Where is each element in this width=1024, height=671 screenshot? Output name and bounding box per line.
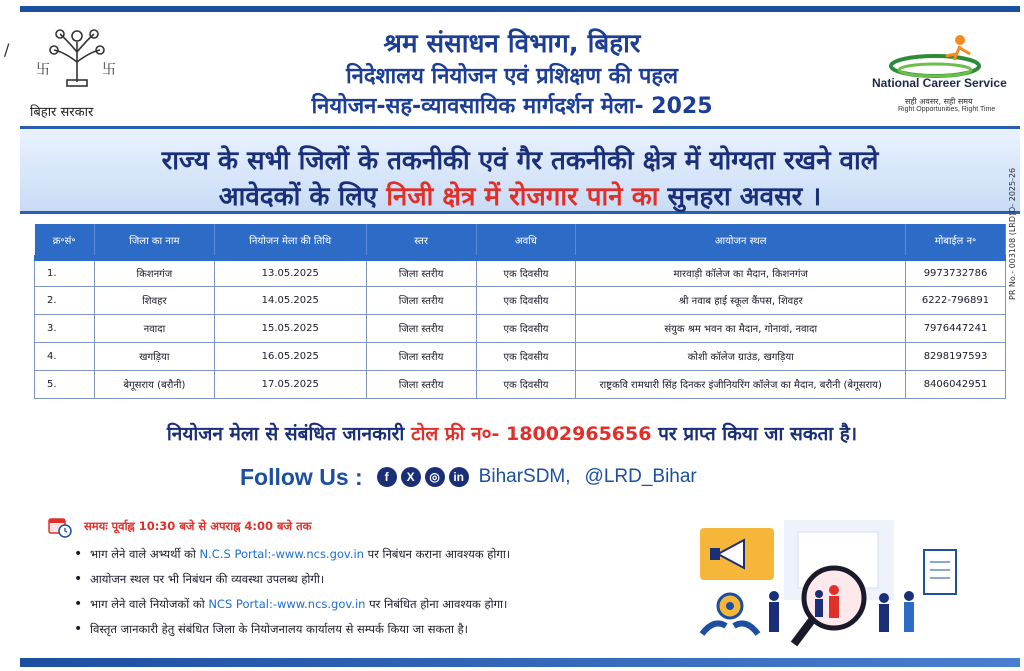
instagram-icon[interactable]: ◎ [425,467,445,487]
cell-venue: कोशी कॉलेज ग्राउंड, खगड़िया [576,342,906,370]
cell-duration: एक दिवसीय [476,314,576,342]
cell-mobile: 6222-796891 [906,286,1006,314]
cell-venue: मारवाड़ी कॉलेज का मैदान, किशनगंज [576,258,906,286]
instructions-list [72,544,692,644]
tollfree-end: पर प्राप्त किया जा सकता है। [658,423,858,445]
col-header-district: जिला का नाम [94,224,214,258]
recruitment-illustration [694,510,964,656]
follow-us-row [240,462,697,492]
event-title: नियोजन-सह-व्यावसायिक मार्गदर्शन मेला- 2025 [311,94,713,119]
cell-mobile: 9973732786 [906,258,1006,286]
top-border [20,6,1020,12]
ncs-name: National Career Service [872,76,1007,90]
bullet-text-end: पर निबंधित होना आवश्यक होगा। [369,597,508,611]
x-icon[interactable]: X [401,467,421,487]
calendar-clock-icon [48,516,72,538]
pr-number: PR No.- 003108 (LRD)D- 2025-26 [1008,167,1017,300]
banner-highlight: निजी क्षेत्र में रोजगार पाने का [386,182,659,212]
tollfree-number: टोल फ्री न०- 18002965656 [410,423,652,445]
cell-sn: 4. [35,342,95,370]
cell-date: 14.05.2025 [214,286,366,314]
bottom-border [20,658,1020,667]
cell-level: जिला स्तरीय [366,370,476,398]
job-fair-schedule-table [34,224,1006,399]
linkedin-icon[interactable]: in [449,467,469,487]
table-row [35,314,1006,342]
banner-line2-start: आवेदकों के लिए [218,182,378,212]
tollfree-start: नियोजन मेला से संबंधित जानकारी [166,423,405,445]
bullet-text: भाग लेने वाले अभ्यर्थी को [90,547,196,561]
svg-text:卐: 卐 [102,62,116,78]
cell-duration: एक दिवसीय [476,258,576,286]
cell-level: जिला स्तरीय [366,258,476,286]
ncs-logo-icon [880,30,1010,82]
social-handle-biharsdm[interactable]: BiharSDM, [478,466,571,487]
directorate-subtitle: निदेशालय नियोजन एवं प्रशिक्षण की पहल [345,64,679,89]
bullet-text: आयोजन स्थल पर भी निबंधन की व्यवस्था उपलब्ध होगी। [90,572,325,586]
cell-level: जिला स्तरीय [366,286,476,314]
col-header-venue: आयोजन स्थल [576,224,906,258]
cell-duration: एक दिवसीय [476,342,576,370]
govt-caption: बिहार सरकार [30,105,94,120]
cell-sn: 3. [35,314,95,342]
bullet-text: विस्तृत जानकारी हेतु संबंधित जिला के नियोजनालय कार्यालय से सम्पर्क किया जा सकता है। [90,622,469,636]
cell-mobile: 8406042951 [906,370,1006,398]
cell-venue: श्री नवाब हाई स्कूल कैंपस, शिवहर [576,286,906,314]
cell-venue: राष्ट्रकवि रामधारी सिंह दिनकर इंजीनियरिंग कॉलेज का मैदान, बरौनी (बेगूसराय) [576,370,906,398]
social-handle-lrd[interactable]: @LRD_Bihar [584,466,697,487]
banner-line1: राज्य के सभी जिलों के तकनीकी एवं गैर तकनीकी क्षेत्र में योग्यता रखने वाले [161,146,879,176]
cell-district: शिवहर [94,286,214,314]
cell-sn: 1. [35,258,95,286]
col-header-mobile: मोबाईल न॰ [906,224,1006,258]
bullet-text: भाग लेने वाले नियोजकों को [90,597,205,611]
ncs-tagline-english: Right Opportunities, Right Time [898,106,996,113]
cell-mobile: 8298197593 [906,342,1006,370]
cell-district: किशनगंज [94,258,214,286]
cell-date: 13.05.2025 [214,258,366,286]
cell-sn: 2. [35,286,95,314]
list-item [72,594,692,619]
cell-date: 15.05.2025 [214,314,366,342]
svg-text:卐: 卐 [36,62,50,78]
cell-district: बेगूसराय (बरौनी) [94,370,214,398]
cell-sn: 5. [35,370,95,398]
cell-mobile: 7976447241 [906,314,1006,342]
margin-mark: / [4,40,10,59]
list-item [72,619,692,644]
cell-duration: एक दिवसीय [476,286,576,314]
tollfree-info [0,420,1024,446]
table-header-row [35,224,1006,258]
cell-duration: एक दिवसीय [476,370,576,398]
banner-line2-end: सुनहरा अवसर । [667,182,822,212]
table-row [35,286,1006,314]
opportunity-banner [20,126,1020,214]
col-header-level: स्तर [366,224,476,258]
col-header-sn: क्र॰सं॰ [35,224,95,258]
department-title: श्रम संसाधन विभाग, बिहार [383,29,641,59]
table-row [35,342,1006,370]
ncs-portal-link[interactable]: N.C.S Portal:-www.ncs.gov.in [199,547,364,561]
ncs-tagline-hindi: सही अवसर, सही समय [905,97,973,106]
cell-district: खगड़िया [94,342,214,370]
cell-date: 16.05.2025 [214,342,366,370]
table-row [35,370,1006,398]
bullet-text-end: पर निबंधन कराना आवश्यक होगा। [367,547,511,561]
table-row [35,258,1006,286]
cell-district: नवादा [94,314,214,342]
cell-level: जिला स्तरीय [366,314,476,342]
follow-label: Follow Us : [240,463,363,490]
col-header-duration: अवधि [476,224,576,258]
facebook-icon[interactable]: f [377,467,397,487]
banner-line2 [20,177,1020,213]
timing-text: समयः पूर्वाह्न 10:30 बजे से अपराह्न 4:00 बजे तक [84,519,312,533]
col-header-date: नियोजन मेला की तिथि [214,224,366,258]
cell-level: जिला स्तरीय [366,342,476,370]
ncs-portal-link[interactable]: NCS Portal:-www.ncs.gov.in [208,597,366,611]
list-item [72,569,692,594]
cell-venue: संयुक श्रम भवन का मैदान, गोनावां, नवादा [576,314,906,342]
list-item [72,544,692,569]
cell-date: 17.05.2025 [214,370,366,398]
